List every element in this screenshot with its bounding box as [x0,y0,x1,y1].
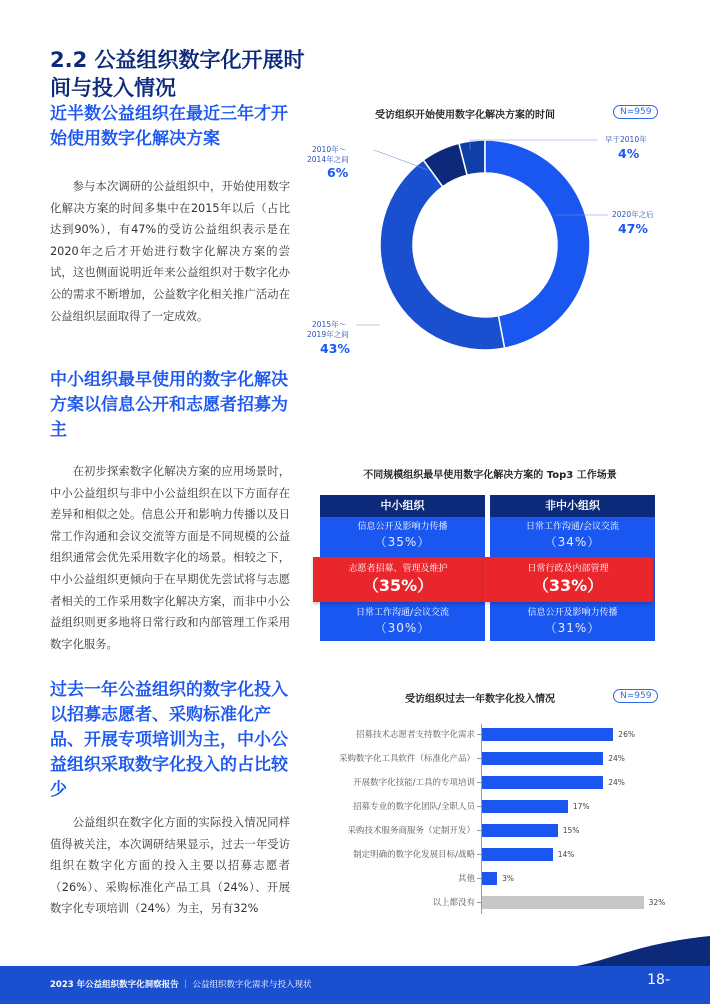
top3-large-item-2-pct: （33%） [532,576,604,595]
bar-axis-tick [477,902,481,903]
bar [482,872,497,885]
top3-large-item-1-label: 日常工作沟通/会议交流 [525,522,620,532]
bar-category-label: 招募技术志愿者支持数字化需求 [355,730,475,740]
footer-report-name: 2023 年公益组织数字化洞察报告 [50,980,179,990]
donut-pct-2015: 43% [320,341,350,356]
bar [482,824,558,837]
bar-axis-tick [477,758,481,759]
top3-small-item-3-label: 日常工作沟通/会议交流 [355,608,450,618]
bar-category-label: 其他 [457,874,475,884]
top3-small-item-3 [320,607,485,637]
top3-small-item-1-label: 信息公开及影响力传播 [357,522,448,532]
top3-large-head: 非中小组织 [490,495,655,517]
donut-n-badge: N=959 [613,105,658,119]
subheading-scenarios: 中小组织最早使用的数字化解决方案以信息公开和志愿者招募为主 [50,370,288,440]
top3-large-item-3 [490,607,655,637]
bar [482,800,568,813]
top3-small-item-3-pct: （30%） [374,621,431,635]
top3-small-item-2-label: 志愿者招募、管理及维护 [348,564,448,574]
donut-slice-2015-2019 [380,160,505,350]
footer-wave-decoration [560,936,710,968]
footer-separator: ｜ [181,980,190,990]
bar-n-badge: N=959 [613,689,658,703]
donut-pct-after2020: 47% [618,221,648,236]
paragraph-investment: 公益组织在数字化方面的实际投入情况同样值得被关注，本次调研结果显示，过去一年受访组织在数字化方面的投入主要以招募志愿者（26%）、采购标准化产品工具（24%）、开展数字化专项培训（24%）为主，另有32% [50,816,290,916]
bar-value-label: 17% [572,802,590,811]
bar [482,728,613,741]
bar [482,896,644,909]
bar-value-label: 24% [608,778,625,787]
bar-axis-tick [477,782,481,783]
donut-slice-after2020 [485,140,590,348]
donut-pct-2010: 6% [327,165,349,180]
top3-small-item-2-pct: （35%） [362,576,434,595]
top3-large-item-1 [490,521,655,551]
page-number: 18- [647,972,670,988]
bar-value-label: 32% [648,898,666,907]
donut-label-2010-line2: 2014年之间 [307,155,349,164]
donut-label-after2020: 2020年之后 [612,210,654,219]
donut-chart-title: 受访组织开始使用数字化解决方案的时间 [375,110,555,121]
bar [482,776,603,789]
top3-large-item-1-pct: （34%） [544,535,601,549]
bar-chart-title: 受访组织过去一年数字化投入情况 [405,694,555,705]
donut-label-2010-line1: 2010年～ [312,145,347,154]
top3-large-item-2-highlight [483,557,653,602]
bar [482,752,603,765]
subheading-timing: 近半数公益组织在最近三年才开始使用数字化解决方案 [50,104,288,149]
bar-category-label: 招募专业的数字化团队/全职人员 [353,802,475,812]
top3-small-item-2-highlight [313,557,483,602]
top3-large-item-2-label: 日常行政及内部管理 [527,564,609,574]
bar-value-label: 15% [562,826,580,835]
donut-label-before2010: 早于2010年 [605,135,647,144]
paragraph-scenarios: 在初步探索数字化解决方案的应用场景时，中小公益组织与非中小公益组织在以下方面存在差异和相似之处。信息公开和影响力传播以及日常工作沟通和会议交流等方面是不同规模的公益组织通常会优先采用数字化的场景。相较之下，中小公益组织更倾向于在早期优先尝试将与志愿者相关的工作采用数字化解决方案，而非中小公益组织则更多地将日常行政和内部管理工作采用数字化服务。 [50,465,290,651]
donut-label-2015-line1: 2015年～ [312,320,347,329]
bar-axis-tick [477,878,481,879]
donut-label-2015-line2: 2019年之间 [307,330,349,339]
bar-category-label: 以上都没有 [432,898,475,908]
bar-axis-tick [477,806,481,807]
top3-title: 不同规模组织最早使用数字化解决方案的 Top3 工作场景 [363,470,617,481]
bar-category-label: 采购技术服务商服务（定制开发） [347,826,475,836]
footer-text [50,978,312,990]
bar [482,848,553,861]
top3-small-head: 中小组织 [320,495,485,517]
top3-small-item-1 [320,521,485,551]
bar-value-label: 14% [557,850,575,859]
subheading-investment: 过去一年公益组织的数字化投入以招募志愿者、采购标准化产品、开展专项培训为主，中小公益组织采取数字化投入的占比较少 [50,680,288,800]
bar-value-label: 26% [618,730,635,739]
bar-value-label: 3% [502,874,515,883]
bar-axis-tick [477,734,481,735]
leader-2010 [374,150,428,170]
top3-large-item-3-label: 信息公开及影响力传播 [527,608,618,618]
footer-chapter: 公益组织数字化需求与投入现状 [192,980,312,990]
bar-axis-tick [477,854,481,855]
bar-category-label: 开展数字化技能/工具的专项培训 [353,778,475,788]
bar-category-label: 制定明确的数字化发展目标/战略 [353,850,475,860]
donut-chart [350,130,610,380]
top3-large-item-3-pct: （31%） [544,621,601,635]
bar-axis-tick [477,830,481,831]
donut-pct-before2010: 4% [618,146,640,161]
top3-small-item-1-pct: （35%） [374,535,431,549]
section-title: 2.2 公益组织数字化开展时间与投入情况 [50,48,305,100]
paragraph-timing: 参与本次调研的公益组织中，开始使用数字化解决方案的时间多集中在2015年以后（占比达到90%），有47%的受访公益组织表示是在2020年之后才开始进行数字化解决方案的尝试，这也侧面说明近年来公益组织对于数字化办公的需求不断增加，公益数字化相关推广活动在公益组织层面取得了一定成效。 [50,180,290,323]
bar-value-label: 24% [608,754,625,763]
bar-category-label: 采购数字化工具软件（标准化产品） [338,754,475,764]
